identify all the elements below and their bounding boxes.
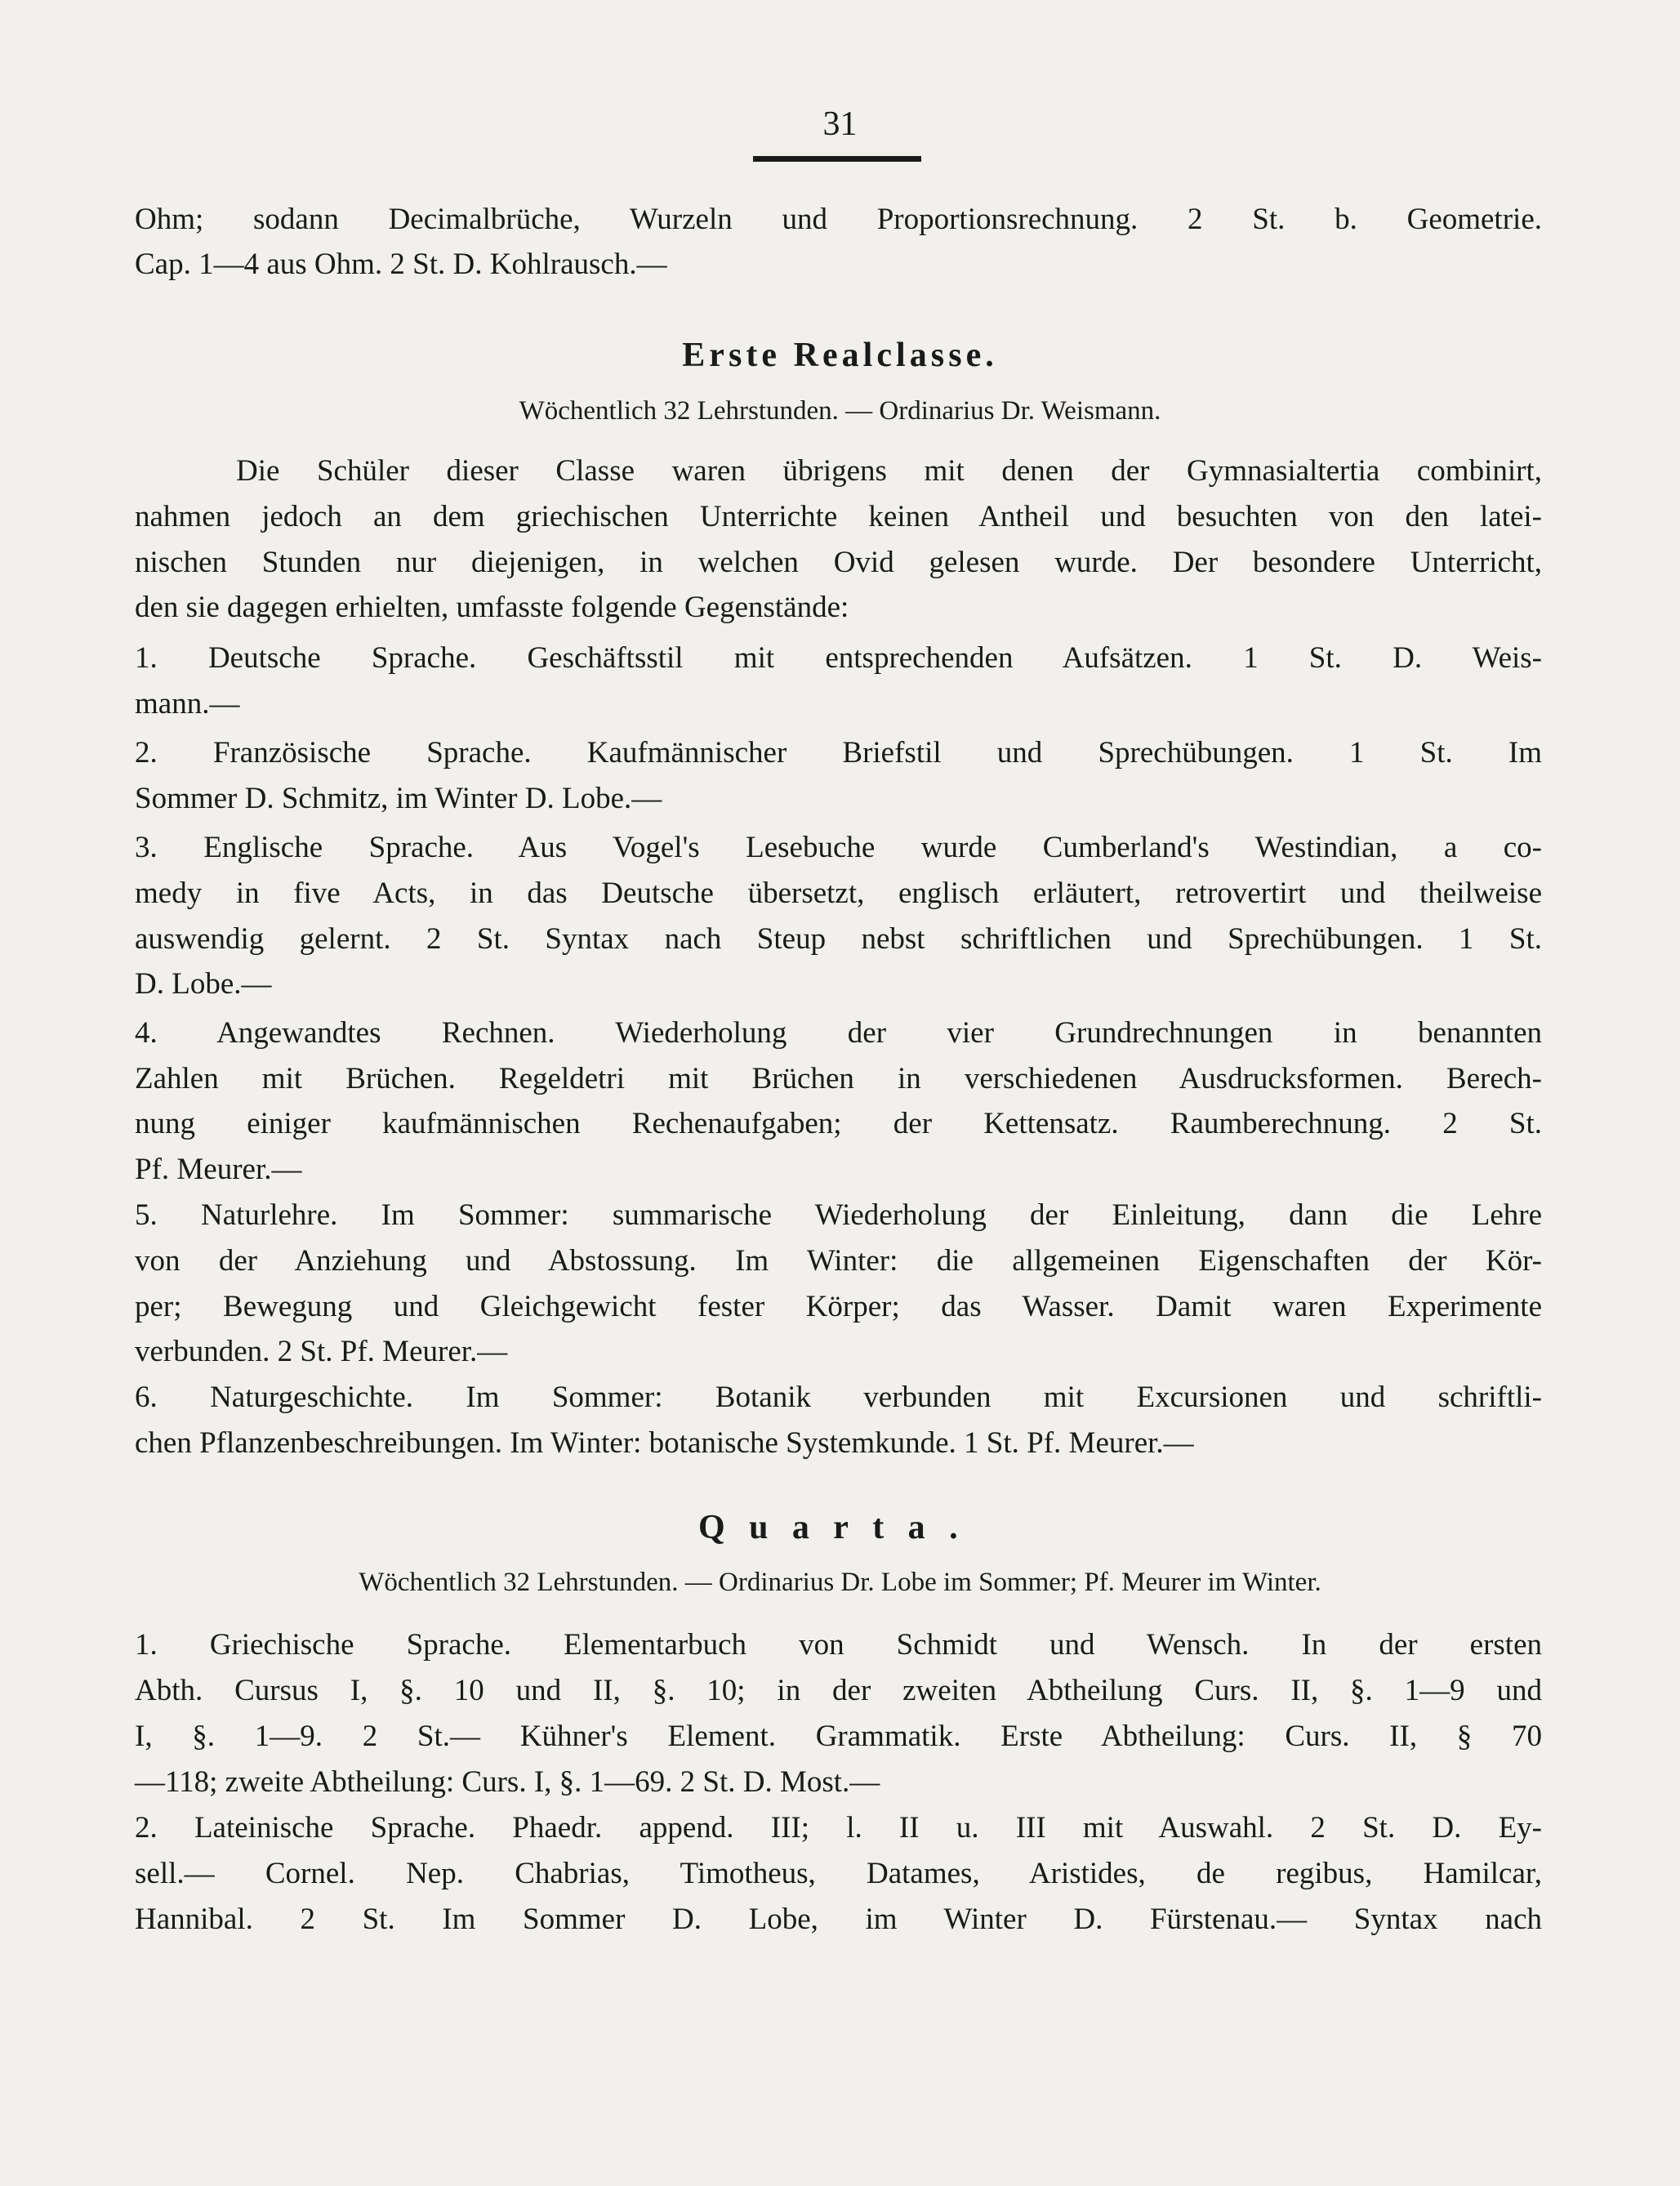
list-item-line: Abth. Cursus I, §. 10 und II, §. 10; in der zweiten Abtheilung Curs. II, §. 1—9 und bbox=[135, 1674, 1542, 1707]
text-line: Cap. 1—4 aus Ohm. 2 St. D. Kohlrausch.— bbox=[135, 248, 667, 281]
list-item-line: 2. Lateinische Sprache. Phaedr. append. III; l. II u. III mit Auswahl. 2 St. D. Ey- bbox=[135, 1811, 1542, 1845]
list-item-line: mann.— bbox=[135, 687, 240, 720]
list-item-line: sell.— Cornel. Nep. Chabrias, Timotheus, Datames, Aristides, de regibus, Hamilcar, bbox=[135, 1857, 1542, 1890]
list-item-line: 5. Naturlehre. Im Sommer: summarische Wiederholung der Einleitung, dann die Lehre bbox=[135, 1198, 1542, 1232]
section-subheading: Wöchentlich 32 Lehrstunden. — Ordinarius Dr. Weismann. bbox=[519, 396, 1161, 426]
list-item-line: D. Lobe.— bbox=[135, 967, 272, 1001]
list-item-line: Hannibal. 2 St. Im Sommer D. Lobe, im Winter D. Fürstenau.— Syntax nach bbox=[135, 1903, 1542, 1936]
section-heading-quarta: Quarta. bbox=[698, 1509, 982, 1546]
paragraph-line: den sie dagegen erhielten, umfasste folgende Gegenstände: bbox=[135, 591, 849, 624]
list-item-line: 3. Englische Sprache. Aus Vogel's Lesebuche wurde Cumberland's Westindian, a co- bbox=[135, 831, 1542, 864]
list-item-line: per; Bewegung und Gleichgewicht fester Körper; das Wasser. Damit waren Experimente bbox=[135, 1290, 1542, 1323]
list-item-line: 1. Deutsche Sprache. Geschäftsstil mit entsprechenden Aufsätzen. 1 St. D. Weis- bbox=[135, 641, 1542, 675]
list-item-line: —118; zweite Abtheilung: Curs. I, §. 1—69. 2 St. D. Most.— bbox=[135, 1765, 880, 1799]
paragraph-line: Die Schüler dieser Classe waren übrigens mit denen der Gymnasialtertia combinirt, bbox=[236, 454, 1542, 488]
list-item-line: nung einiger kaufmännischen Rechenaufgaben; der Kettensatz. Raumberechnung. 2 St. bbox=[135, 1107, 1542, 1140]
list-item-line: verbunden. 2 St. Pf. Meurer.— bbox=[135, 1335, 508, 1368]
section-heading-erste-realclasse: Erste Realclasse. bbox=[682, 337, 998, 374]
paragraph-line: nischen Stunden nur diejenigen, in welchen Ovid gelesen wurde. Der besondere Unterricht, bbox=[135, 546, 1542, 579]
list-item-line: von der Anziehung und Abstossung. Im Winter: die allgemeinen Eigenschaften der Kör- bbox=[135, 1244, 1542, 1278]
list-item-line: Pf. Meurer.— bbox=[135, 1153, 302, 1186]
section-subheading: Wöchentlich 32 Lehrstunden. — Ordinarius Dr. Lobe im Sommer; Pf. Meurer im Winter. bbox=[359, 1568, 1321, 1597]
list-item-line: Zahlen mit Brüchen. Regeldetri mit Brüchen in verschiedenen Ausdrucksformen. Berech- bbox=[135, 1062, 1542, 1095]
list-item-line: 2. Französische Sprache. Kaufmännischer Briefstil und Sprechübungen. 1 St. Im bbox=[135, 736, 1542, 770]
text-line: Ohm; sodann Decimalbrüche, Wurzeln und Proportionsrechnung. 2 St. b. Geometrie. bbox=[135, 203, 1542, 236]
list-item-line: 4. Angewandtes Rechnen. Wiederholung der vier Grundrechnungen in benannten bbox=[135, 1016, 1542, 1050]
list-item-line: I, §. 1—9. 2 St.— Kühner's Element. Grammatik. Erste Abtheilung: Curs. II, § 70 bbox=[135, 1720, 1542, 1753]
paragraph-line: nahmen jedoch an dem griechischen Unterrichte keinen Antheil und besuchten von den latei- bbox=[135, 500, 1542, 533]
list-item-line: 1. Griechische Sprache. Elementarbuch von Schmidt und Wensch. In der ersten bbox=[135, 1628, 1542, 1662]
list-item-line: auswendig gelernt. 2 St. Syntax nach Steup nebst schriftlichen und Sprechübungen. 1 St. bbox=[135, 922, 1542, 956]
page-number: 31 bbox=[822, 105, 858, 143]
page-number-rule bbox=[753, 156, 921, 162]
list-item-line: medy in five Acts, in das Deutsche übersetzt, englisch erläutert, retrovertirt und theilweise bbox=[135, 877, 1542, 910]
list-item-line: Sommer D. Schmitz, im Winter D. Lobe.— bbox=[135, 782, 662, 815]
list-item-line: 6. Naturgeschichte. Im Sommer: Botanik verbunden mit Excursionen und schriftli- bbox=[135, 1381, 1542, 1414]
list-item-line: chen Pflanzenbeschreibungen. Im Winter: botanische Systemkunde. 1 St. Pf. Meurer.— bbox=[135, 1426, 1194, 1460]
